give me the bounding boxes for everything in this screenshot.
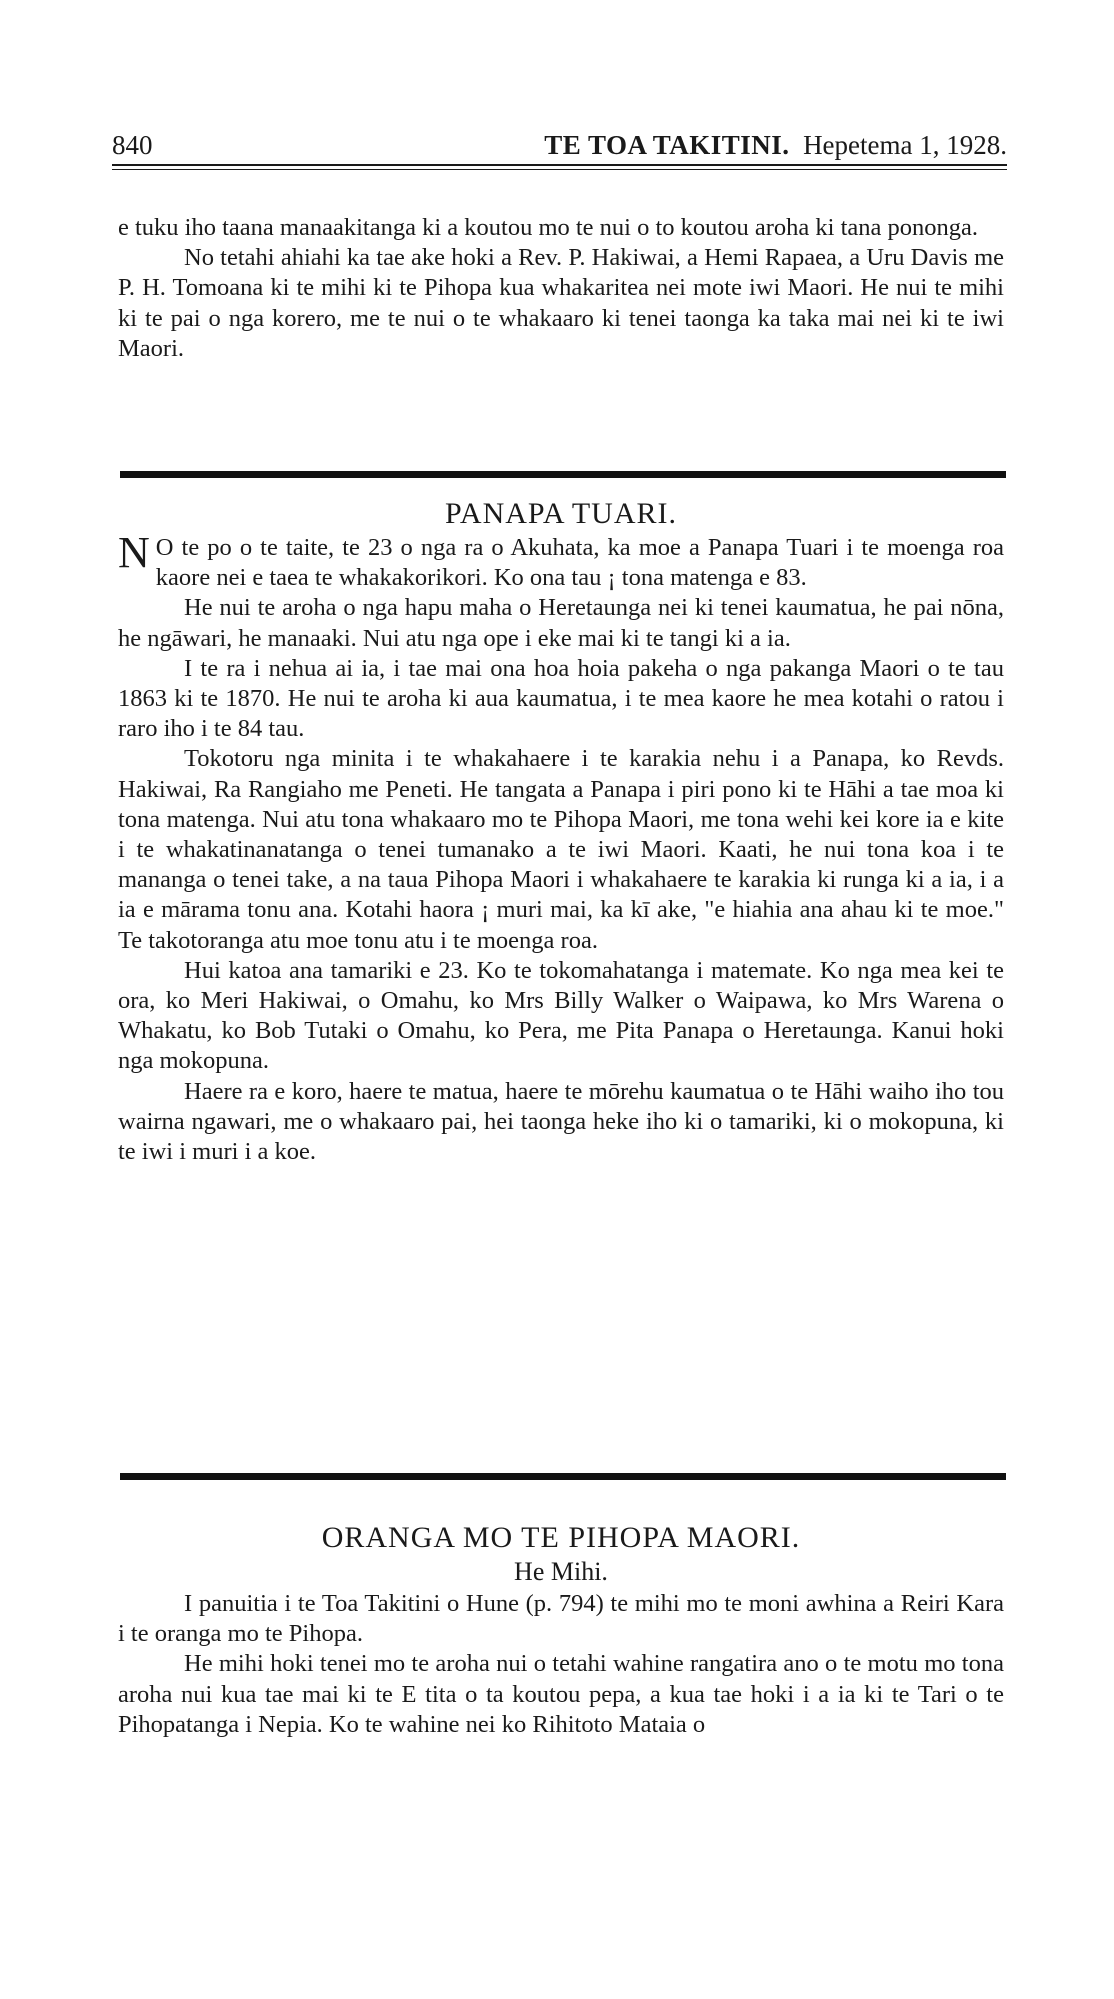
section-heading-panapa: PANAPA TUARI. xyxy=(445,497,677,530)
issue-date: Hepetema 1, 1928. xyxy=(803,130,1007,160)
section-subheading: He Mihi. xyxy=(514,1557,608,1586)
paragraph: Haere ra e koro, haere te matua, haere te mōrehu kaumatua o te Hāhi waiho iho tou wairna ngawari, me o whakaaro pai, hei taonga heke iho ki o tamariki, ki o mokopuna, ki te iwi i muri i a koe. xyxy=(118,1077,1004,1166)
drop-cap: N xyxy=(118,528,150,577)
section-divider xyxy=(120,1473,1006,1480)
page-number: 840 xyxy=(112,130,153,160)
publication-name: TE TOA TAKITINI. xyxy=(544,130,790,160)
paragraph: Hui katoa ana tamariki e 23. Ko te tokomahatanga i matemate. Ko nga mea kei te ora, ko Meri Hakiwai, o Omahu, ko Mrs Billy Walker o Waipawa, ko Mrs Warena o Whakatu, ko Bob Tutaki o Omahu, ko Pera, me Pita Panapa o Heretaunga. Kanui hoki nga mokopuna. xyxy=(118,956,1004,1075)
paragraph: e tuku iho taana manaakitanga ki a koutou mo te nui o to koutou aroha ki tana pononga. xyxy=(118,214,979,241)
header-rule-thin xyxy=(112,169,1007,170)
lead-paragraph-text: O te po o te taite, te 23 o nga ra o Akuhata, ka moe a Panapa Tuari i te moenga roa kaore nei e taea te whakakorikori. Ko ona tau ¡ tona matenga e 83. xyxy=(155,534,1004,592)
running-header xyxy=(112,126,1007,164)
section-heading-oranga: ORANGA MO TE PIHOPA MAORI. xyxy=(321,1521,801,1554)
paragraph: I panuitia i te Toa Takitini o Hune (p. 794) te mihi mo te moni awhina a Reiri Kara i te oranga mo te Pihopa. xyxy=(118,1590,1004,1648)
header-title xyxy=(544,126,1007,164)
paragraph: He nui te aroha o nga hapu maha o Heretaunga nei ki tenei kaumatua, he pai nōna, he ngāwari, he manaaki. Nui atu nga ope i eke mai ki te tangi ki a ia. xyxy=(118,594,1004,652)
oranga-section-body xyxy=(118,1589,1004,1740)
panapa-section-body xyxy=(118,528,1004,1167)
paragraph: He mihi hoki tenei mo te aroha nui o tetahi wahine rangatira ano o te motu mo tona aroha nui kua tae mai ki te E tita o ta koutou pepa, a kua tae hoki i a ia ki te Tari o te Pihopatanga i Nepia. Ko te wahine nei ko Rihitoto Mataia o xyxy=(118,1650,1004,1738)
lead-paragraph xyxy=(118,528,1004,593)
paragraph: Tokotoru nga minita i te whakahaere i te karakia nehu i a Panapa, ko Revds. Hakiwai, Ra Rangiaho me Peneti. He tangata a Panapa i piri pono ki te Hāhi a tae moa ki tona matenga. Nui atu tona whakaaro mo te Pihopa Maori, me tona wehi kei kore ia e kite i te whakatinanatanga o tenei tumanako a te iwi Maori. Kaati, he nui tona koa i te mananga o tenei take, a na taua Pihopa Maori i whakahaere te karakia ki runga ki a ia, i a ia e mārama tonu ana. Kotahi haora ¡ muri mai, ka kī ake, "e hiahia ana ahau ki te moe." Te takotoranga atu moe tonu atu i te moenga roa. xyxy=(118,745,1004,954)
paragraph: I te ra i nehua ai ia, i tae mai ona hoa hoia pakeha o nga pakanga Maori o te tau 1863 ki te 1870. He nui te aroha ki aua kaumatua, i te mea kaore he mea kotahi o ratou i raro iho i te 84 tau. xyxy=(118,654,1004,743)
section-divider xyxy=(120,471,1006,478)
header-rule xyxy=(112,164,1007,166)
top-section xyxy=(118,213,1004,364)
paragraph: No tetahi ahiahi ka tae ake hoki a Rev. P. Hakiwai, a Hemi Rapaea, a Uru Davis me P. H. Tomoana ki te mihi ki te Pihopa kua whakaritea nei mote iwi Maori. He nui te mihi ki te pai o nga korero, me te nui o te whakaaro ki tenei taonga ka taka mai nei ki te iwi Maori. xyxy=(118,244,1004,362)
